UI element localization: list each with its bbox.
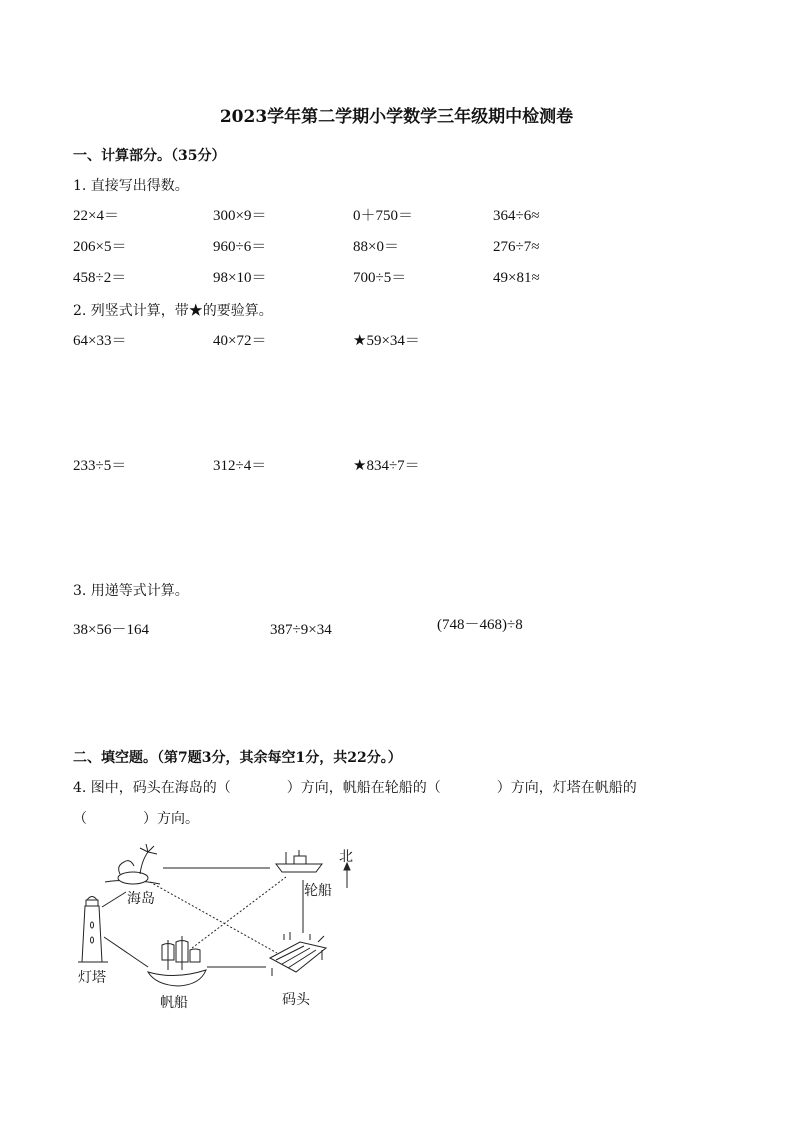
q1-item: 960÷6＝ [213, 239, 267, 255]
q2-label: 2. 列竖式计算，带★的要验算。 [73, 303, 273, 319]
q1-item: 0＋750＝ [353, 208, 414, 224]
q2-item: ★59×34＝ [353, 333, 420, 349]
label-lighthouse: 灯塔 [78, 970, 106, 986]
q2-item: 64×33＝ [73, 333, 127, 349]
label-ship: 轮船 [304, 883, 332, 899]
sailboat-icon [148, 936, 206, 986]
q3-item: (748－468)÷8 [437, 617, 523, 633]
dotted-island-dock [150, 882, 277, 953]
dock-icon [270, 932, 326, 976]
line-lighthouse-sailboat [104, 937, 148, 967]
label-north: 北 [339, 849, 353, 865]
q4-text-line2: （ ）方向。 [73, 811, 199, 827]
direction-diagram [70, 838, 360, 1016]
q1-item: 300×9＝ [213, 208, 267, 224]
section1-heading: 一、计算部分。（35分） [73, 148, 226, 164]
section2-heading: 二、填空题。（第7题3分，其余每空1分，共22分。） [73, 750, 402, 766]
island-icon [105, 844, 160, 884]
q4-text-line1: 4. 图中，码头在海岛的（ ）方向，帆船在轮船的（ ）方向，灯塔在帆船的 [73, 780, 637, 796]
q1-item: 98×10＝ [213, 270, 267, 286]
q2-item: ★834÷7＝ [353, 458, 420, 474]
label-island: 海岛 [127, 891, 155, 907]
line-lighthouse-island [102, 892, 126, 907]
q2-item: 40×72＝ [213, 333, 267, 349]
q1-item: 49×81≈ [493, 270, 540, 286]
q3-item: 387÷9×34 [270, 622, 332, 638]
label-dock: 码头 [282, 992, 310, 1008]
diagram-lines [70, 838, 360, 1016]
q1-item: 700÷5＝ [353, 270, 407, 286]
page-title: 2023学年第二学期小学数学三年级期中检测卷 [219, 107, 574, 127]
dotted-sailboat-ship [192, 877, 286, 948]
q3-label: 3. 用递等式计算。 [73, 583, 189, 599]
q2-item: 312÷4＝ [213, 458, 267, 474]
q1-item: 276÷7≈ [493, 239, 540, 255]
q1-item: 22×4＝ [73, 208, 119, 224]
q2-item: 233÷5＝ [73, 458, 127, 474]
q3-item: 38×56－164 [73, 622, 149, 638]
q1-item: 88×0＝ [353, 239, 399, 255]
ship-icon [276, 850, 322, 872]
q1-item: 364÷6≈ [493, 208, 540, 224]
q1-item: 458÷2＝ [73, 270, 127, 286]
q1-label: 1. 直接写出得数。 [73, 178, 189, 194]
label-sailboat: 帆船 [160, 995, 188, 1011]
q1-item: 206×5＝ [73, 239, 127, 255]
